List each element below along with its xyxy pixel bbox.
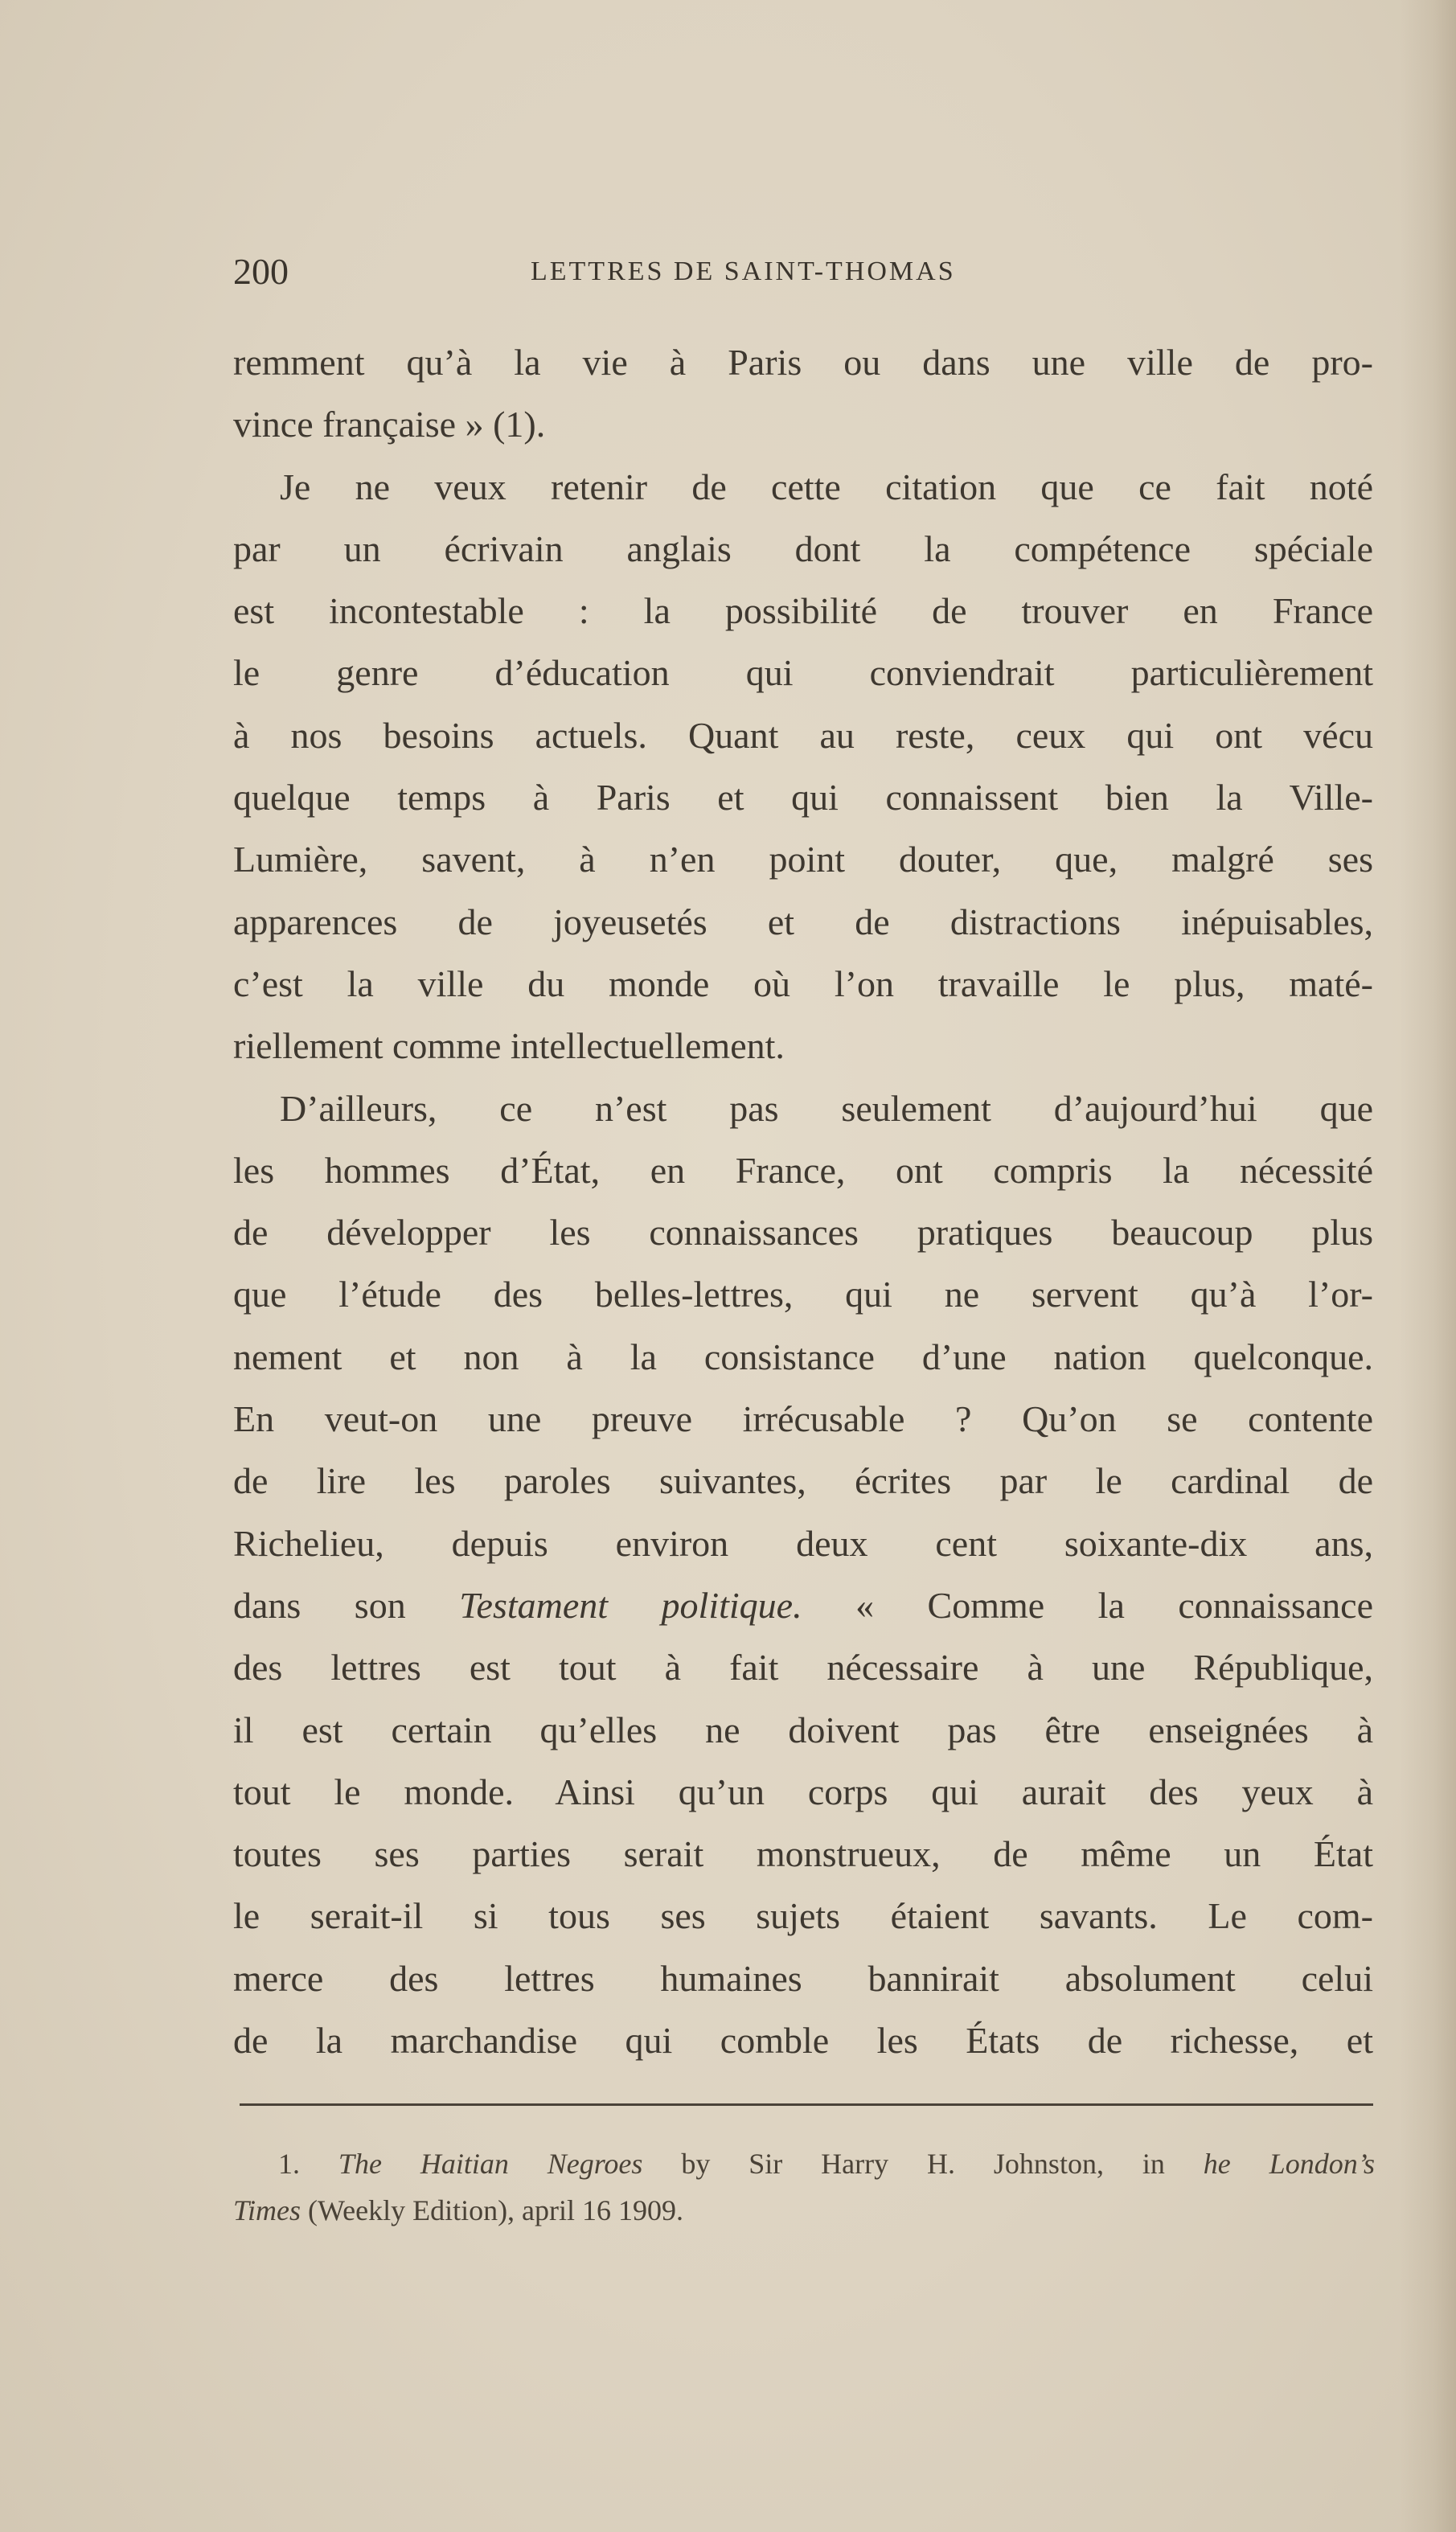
text-line: le serait-il si tous ses sujets étaient savants. Le com-	[233, 1895, 1373, 1937]
text-line: des lettres est tout à fait nécessaire à une République,	[233, 1647, 1373, 1689]
text-line: quelque temps à Paris et qui connaissent bien la Ville-	[233, 777, 1373, 819]
text-line: le genre d’éducation qui conviendrait particulièrement	[233, 652, 1373, 694]
text-line-mixed	[233, 1574, 1373, 1636]
text-line: par un écrivain anglais dont la compétence spéciale	[233, 527, 1373, 569]
book-title-italic: Testament politique.	[459, 1584, 802, 1626]
text-line: c’est la ville du monde où l’on travaille le plus, maté-	[233, 962, 1373, 1004]
footnote-number: 1.	[278, 2148, 300, 2180]
text-line: nement et non à la consistance d’une nation quelconque.	[233, 1336, 1373, 1377]
text-line: toutes ses parties serait monstrueux, de même un État	[233, 1833, 1373, 1875]
footnote-source: he London’s	[1203, 2148, 1376, 2180]
text-line: merce des lettres humaines bannirait absolument celui	[233, 1957, 1373, 1999]
footnote-rule	[240, 2103, 1373, 2106]
text-line: D’ailleurs, ce n’est pas seulement d’aujourd’hui que	[280, 1087, 1373, 1129]
page-header	[233, 248, 1069, 296]
footnote-text: by Sir Harry H. Johnston, in	[681, 2148, 1165, 2180]
text-line: que l’étude des belles-lettres, qui ne servent qu’à l’or-	[233, 1274, 1373, 1315]
text-line: de lire les paroles suivantes, écrites par le cardinal de	[233, 1460, 1373, 1502]
running-head: LETTRES DE SAINT-THOMAS	[531, 256, 956, 286]
text-line: Richelieu, depuis environ deux cent soixante-dix ans,	[233, 1522, 1373, 1564]
text-segment: « Comme la connaissance	[855, 1584, 1374, 1626]
text-line: En veut-on une preuve irrécusable ? Qu’on se contente	[233, 1398, 1373, 1440]
footnote-title: The Haitian Negroes	[338, 2148, 643, 2180]
text-line: Je ne veux retenir de cette citation que ce fait noté	[280, 466, 1373, 507]
text-line: apparences de joyeusetés et de distractions inépuisables,	[233, 901, 1373, 942]
text-line: les hommes d’État, en France, ont compris la nécessité	[233, 1149, 1373, 1191]
text-line: de développer les connaissances pratiques beaucoup plus	[233, 1212, 1373, 1254]
page-number: 200	[233, 251, 289, 292]
footnote-text: (Weekly Edition), april 16 1909.	[308, 2194, 684, 2226]
text-line: remment qu’à la vie à Paris ou dans une ville de pro-	[233, 342, 1373, 383]
text-line: est incontestable : la possibilité de trouver en France	[233, 590, 1373, 632]
text-line: riellement comme intellectuellement.	[233, 1025, 785, 1067]
footnote-source: Times	[233, 2194, 301, 2226]
footnote	[233, 2140, 1375, 2234]
footnote-line	[233, 2187, 1375, 2234]
page-edge-shadow	[1400, 0, 1456, 2532]
text-line: il est certain qu’elles ne doivent pas être enseignées à	[233, 1709, 1373, 1750]
text-line: tout le monde. Ainsi qu’un corps qui aurait des yeux à	[233, 1771, 1373, 1812]
text-line: vince française » (1).	[233, 404, 546, 445]
text-line: de la marchandise qui comble les États de richesse, et	[233, 2020, 1373, 2062]
text-segment: dans son	[233, 1584, 406, 1626]
text-line: à nos besoins actuels. Quant au reste, ceux qui ont vécu	[233, 714, 1373, 756]
body-text	[233, 331, 1373, 2071]
footnote-line	[233, 2140, 1375, 2187]
text-line: Lumière, savent, à n’en point douter, que, malgré ses	[233, 839, 1373, 880]
